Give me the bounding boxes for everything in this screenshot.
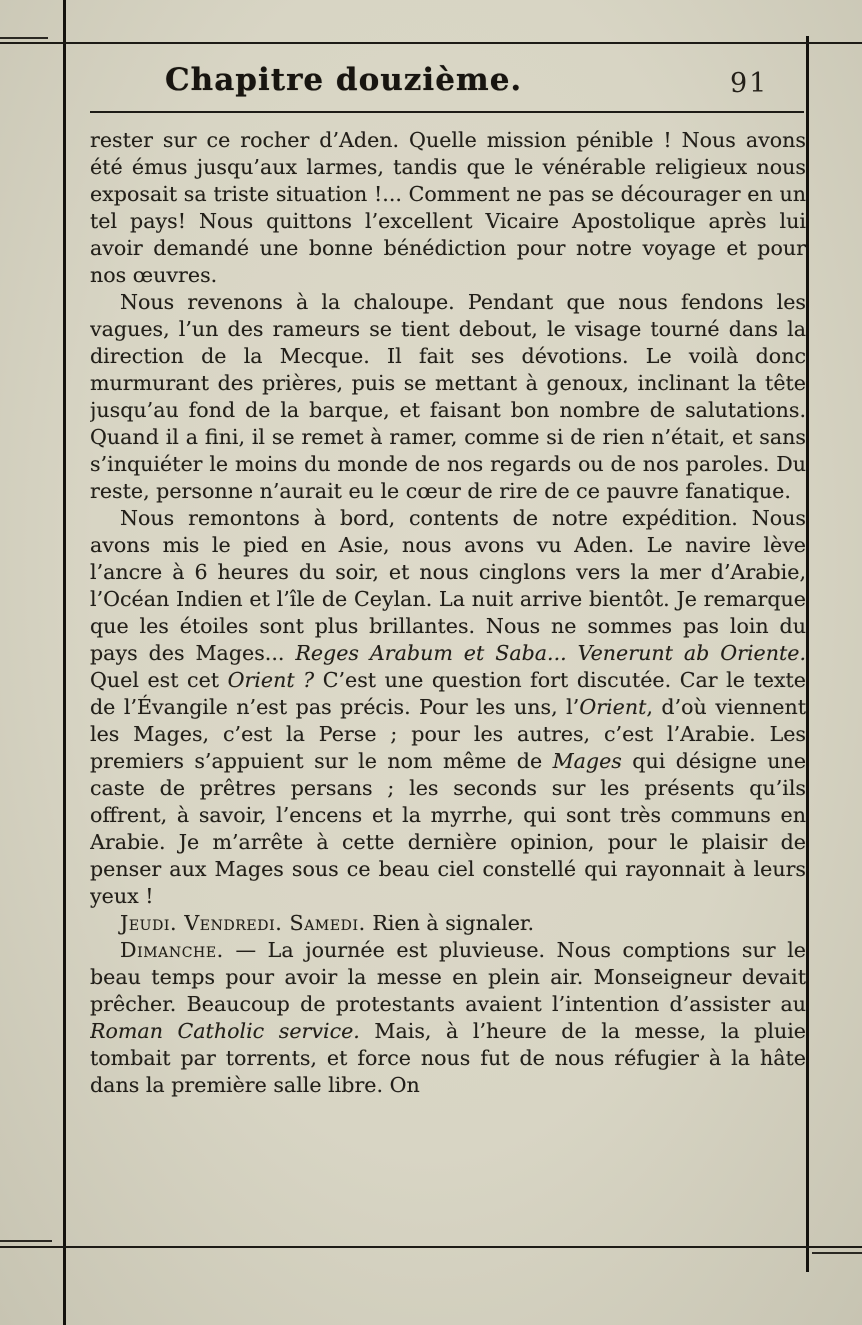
paragraph xyxy=(90,289,806,505)
text-segment-normal: , d’où viennent les Mages, c’est la Perse ; pour les autres, c’est l’Arabie. Les premiers s’appuient sur le nom même de xyxy=(90,695,806,773)
text-segment-italic: Mages xyxy=(552,749,622,773)
right-page-edge-line xyxy=(806,36,809,1272)
header-rule xyxy=(90,111,804,113)
text-segment-italic: Roman Catholic service. xyxy=(90,1019,360,1043)
bottom-rule xyxy=(0,1246,862,1248)
paragraph xyxy=(90,937,806,1099)
text-segment-normal: Nous revenons à la chaloupe. Pendant que nous fendons les vagues, l’un des rameurs se tient debout, le visage tourné dans la direction de la Mecque. Il fait ses dévotions. Le voilà donc murmurant des prières, puis se mettant à genoux, inclinant la tête jusqu’au fond de la barque, et faisant bon nombre de salutations. Quand il a fini, il se remet à ramer, comme si de rien n’était, et sans s’inquiéter le moins du monde de nos regards ou de nos paroles. Du reste, personne n’aurait eu le cœur de rire de ce pauvre fanatique. xyxy=(90,290,806,503)
text-segment-normal: Rien à signaler. xyxy=(365,911,535,935)
page-number: 91 xyxy=(730,68,769,99)
text-segment-smallcaps: Jeudi. Vendredi. Samedi. xyxy=(120,911,366,935)
text-segment-normal: Nous remontons à bord, contents de notre expédition. Nous avons mis le pied en Asie, nous avons vu Aden. Le navire lève l’ancre à 6 heures du soir, et nous cinglons vers la mer d’Arabie, l’Océan Indien et l’île de Ceylan. La nuit arrive bientôt. Je remarque que les étoiles sont plus brillantes. Nous ne sommes pas loin du pays des Mages... xyxy=(90,506,806,665)
paragraph xyxy=(90,910,806,937)
text-segment-normal: — La journée est pluvieuse. Nous comptions sur le beau temps pour avoir la messe en plein air. Monseigneur devait prêcher. Beaucoup de protestants avaient l’intention d’assister au xyxy=(90,938,806,1016)
page-body xyxy=(90,127,806,1239)
text-segment-italic: Orient ? xyxy=(227,668,315,692)
bottom-right-tick-mark xyxy=(812,1252,862,1254)
left-page-edge-line xyxy=(63,0,66,1325)
top-left-tick-mark xyxy=(0,37,48,39)
bottom-left-tick-mark xyxy=(0,1240,52,1242)
paragraph xyxy=(90,127,806,289)
text-segment-italic: Reges Arabum et Saba... Venerunt ab Oriente. xyxy=(295,641,806,665)
text-segment-normal: C’est une question fort discutée. Car le texte de l’Évangile n’est pas précis. Pour les uns, l’ xyxy=(90,668,806,719)
chapter-title: Chapitre douzième. xyxy=(165,62,523,98)
text-segment-normal: qui désigne une caste de prêtres persans ; les seconds sur les présents qu’ils offrent, à savoir, l’encens et la myrrhe, qui sont très communs en Arabie. Je m’arrête à cette dernière opinion, pour le plaisir de penser aux Mages sous ce beau ciel constellé qui rayonnait à leurs yeux ! xyxy=(90,749,806,908)
text-segment-normal: rester sur ce rocher d’Aden. Quelle mission pénible ! Nous avons été émus jusqu’aux larmes, tandis que le vénérable religieux nous exposait sa triste situation !... Comment ne pas se décourager en un tel pays! Nous quittons l’excellent Vicaire Apostolique après lui avoir demandé une bonne bénédiction pour notre voyage et pour nos œuvres. xyxy=(90,128,806,287)
top-rule xyxy=(0,42,862,44)
text-segment-normal: Quel est cet xyxy=(90,668,228,692)
text-segment-normal: Mais, à l’heure de la messe, la pluie tombait par torrents, et force nous fut de nous réfugier à la hâte dans la première salle libre. On xyxy=(90,1019,806,1097)
text-segment-italic: Orient xyxy=(579,695,647,719)
paragraph xyxy=(90,505,806,910)
text-segment-smallcaps: Dimanche. xyxy=(120,938,224,962)
